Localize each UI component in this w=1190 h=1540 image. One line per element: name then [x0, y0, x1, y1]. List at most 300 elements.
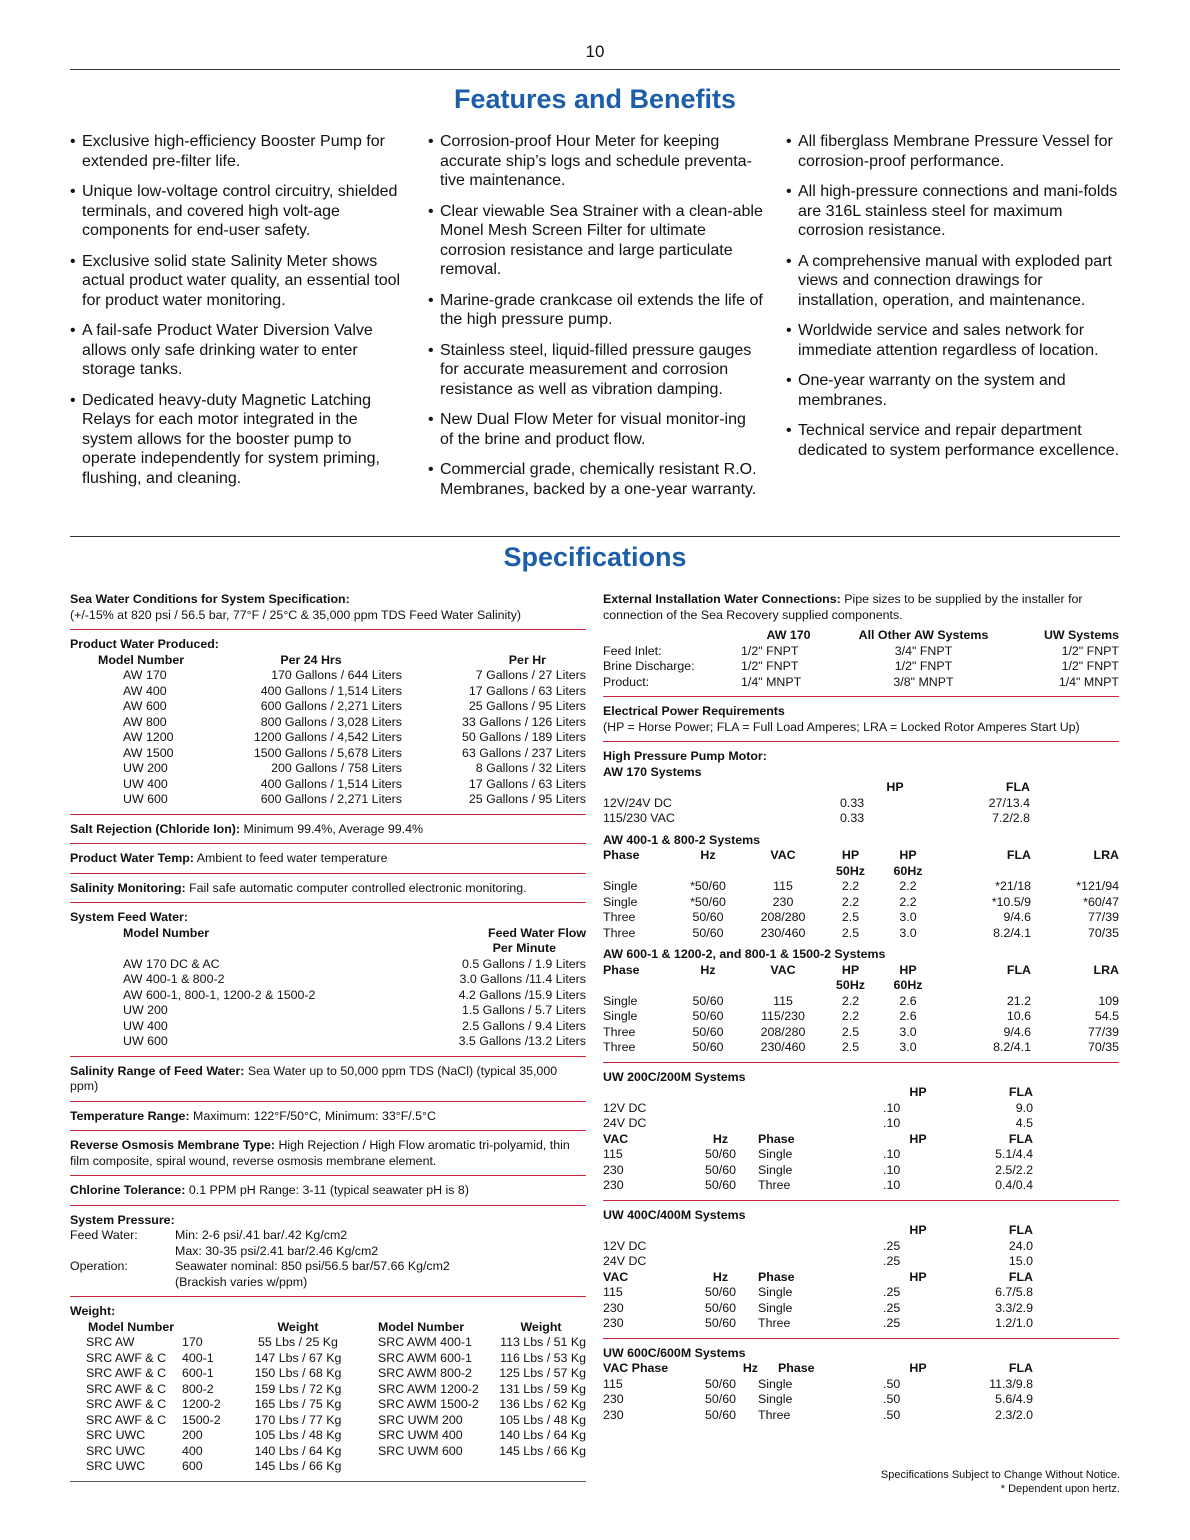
salt-rejection-text: Minimum 99.4%, Average 99.4% — [243, 821, 424, 836]
table-cell — [70, 1275, 175, 1291]
product-temp-label: Product Water Temp: — [70, 851, 194, 865]
table-cell: 125 Lbs / 57 Kg — [499, 1366, 586, 1380]
table-cell: 230 — [603, 1178, 624, 1192]
table-cell: 115/230 VAC — [603, 811, 675, 825]
table-cell: 165 Lbs / 75 Kg — [254, 1397, 342, 1411]
table-cell: 170 Gallons / 644 Liters — [271, 668, 402, 682]
table-row — [603, 926, 1119, 942]
table-cell: 24V DC — [603, 1116, 647, 1130]
table-cell: AW 600 — [123, 699, 167, 713]
table-row — [603, 1239, 1119, 1255]
table-row — [603, 895, 1119, 911]
table-cell: Feed Water: — [70, 1228, 138, 1242]
table-cell: 109 — [1098, 993, 1119, 1008]
col-header: Model Number — [98, 652, 185, 667]
table-cell: 1/2" FNPT — [741, 659, 799, 673]
product-water-label: Product Water Produced: — [70, 637, 219, 651]
product-temp-block — [70, 851, 586, 874]
feature-item: • Commercial grade, chemically resistant R.O. Membranes, backed by a one-year warranty. — [428, 460, 763, 499]
connections-text: Pipe sizes to be supplied by the installer for connection of the Sea Recovery supplied components. — [603, 592, 1083, 622]
feature-item: • New Dual Flow Meter for visual monitor-ing of the brine and product flow. — [428, 410, 763, 449]
col-header: HP — [899, 848, 917, 862]
table-cell: 7 Gallons / 27 Liters — [475, 668, 586, 682]
features-title: Features and Benefits — [453, 84, 737, 114]
table-cell: 1.2/1.0 — [995, 1316, 1033, 1330]
table-cell: 0.33 — [840, 811, 865, 825]
col-header: HP — [899, 962, 917, 977]
table-cell: 8 Gallons / 32 Liters — [475, 761, 586, 775]
col-header — [603, 628, 741, 644]
col-header: Hz — [712, 1269, 729, 1284]
table-row — [70, 746, 586, 762]
weight-label: Weight: — [70, 1304, 116, 1318]
col-header: AW 170 — [766, 628, 811, 642]
table-cell: 105 Lbs / 48 Kg — [499, 1412, 586, 1427]
table-cell: 2.2 — [841, 879, 860, 893]
hp-motor-label: High Pressure Pump Motor: — [603, 749, 767, 763]
membrane-type-label: Reverse Osmosis Membrane Type: — [70, 1138, 275, 1152]
table-cell: 2.5 Gallons / 9.4 Liters — [462, 1018, 586, 1033]
feature-item: • A fail-safe Product Water Diversion Valve allows only safe drinking water to enter storage tanks. — [70, 321, 402, 380]
table-row — [70, 1259, 586, 1275]
product-water-block — [70, 637, 586, 815]
col-header: LRA — [1093, 848, 1119, 862]
table-cell: .50 — [883, 1392, 901, 1406]
feature-item: • Corrosion-proof Hour Meter for keeping accurate ship’s logs and schedule preventa-tive maintenance. — [428, 132, 763, 191]
table-cell: AW 170 DC & AC — [123, 956, 220, 971]
table-cell: 63 Gallons / 237 Liters — [462, 745, 586, 760]
col-header: Per Hr — [508, 652, 546, 667]
table-cell: 116 Lbs / 53 Kg — [500, 1350, 586, 1365]
table-row — [603, 1163, 1119, 1179]
table-cell: 25 Gallons / 95 Liters — [468, 792, 586, 806]
table-row — [603, 1254, 1119, 1270]
table-row — [603, 675, 1119, 691]
table-cell: *50/60 — [690, 879, 726, 893]
table-cell: 50/60 — [704, 1316, 736, 1330]
col-header: All Other AW Systems — [858, 628, 989, 642]
col-header: Weight — [277, 1319, 319, 1334]
table-cell: 10.6 — [1006, 1009, 1031, 1023]
col-header: Phase — [778, 1361, 815, 1375]
table-cell: 1/4" MNPT — [741, 674, 802, 689]
col-subheader: 50Hz — [836, 978, 865, 992]
table-cell: 2.3/2.0 — [995, 1407, 1033, 1422]
table-cell: AW 1200 — [123, 730, 174, 744]
table-cell: SRC AWF & C — [86, 1381, 167, 1396]
table-cell: 15.0 — [1008, 1254, 1033, 1268]
temperature-range-block — [70, 1109, 586, 1132]
uw600-block — [603, 1346, 1119, 1424]
aw400-label: AW 400-1 & 800-2 Systems — [603, 832, 761, 847]
table-row — [603, 879, 1119, 895]
col-header: Model Number — [123, 925, 210, 940]
table-cell: 113 Lbs / 51 Kg — [500, 1335, 586, 1349]
top-rule — [70, 69, 1120, 70]
salinity-monitoring-block — [70, 881, 586, 904]
col-header: HP — [841, 848, 860, 862]
table-row — [70, 761, 586, 777]
table-cell: SRC UWM 600 — [378, 1443, 463, 1458]
salinity-range-block — [70, 1064, 586, 1102]
col-header: HP — [909, 1269, 927, 1284]
table-cell: 50/60 — [704, 1392, 736, 1406]
table-row — [70, 1444, 586, 1460]
table-cell: Three — [603, 1040, 636, 1054]
table-cell: AW 400-1 & 800-2 — [123, 972, 225, 986]
specs-left-column — [70, 592, 586, 1489]
table-cell: 400 — [182, 1443, 203, 1458]
table-cell: .25 — [883, 1238, 901, 1253]
table-row — [70, 715, 586, 731]
table-cell: AW 170 — [123, 668, 167, 682]
uw400-label: UW 400C/400M Systems — [603, 1207, 746, 1222]
table-cell: .25 — [883, 1254, 901, 1268]
col-header: FLA — [1006, 962, 1031, 977]
table-cell: .50 — [883, 1376, 901, 1391]
table-row — [70, 1397, 586, 1413]
col-header: Hz — [700, 848, 716, 862]
table-cell: 115 — [773, 993, 793, 1008]
table-cell: 1200 Gallons / 4,542 Liters — [253, 730, 402, 744]
table-cell: 115 — [773, 879, 793, 893]
table-cell: Single — [603, 894, 638, 909]
feed-water-table — [70, 926, 586, 1050]
connections-table — [603, 628, 1119, 690]
table-row — [603, 1009, 1119, 1025]
table-cell: UW 600 — [123, 792, 168, 806]
table-cell: UW 400 — [123, 1018, 168, 1033]
table-cell: Single — [603, 879, 638, 893]
table-cell: 1/2" FNPT — [1061, 643, 1119, 658]
uw200-block — [603, 1070, 1119, 1201]
table-cell — [70, 1244, 175, 1260]
col-header: Hz — [700, 962, 716, 977]
col-header: HP — [841, 962, 860, 977]
salinity-range-label: Salinity Range of Feed Water: — [70, 1063, 245, 1078]
table-row — [603, 1101, 1119, 1117]
table-row — [603, 644, 1119, 660]
table-cell: Three — [758, 1407, 791, 1422]
table-cell: .25 — [883, 1316, 901, 1330]
table-cell: SRC AWM 400-1 — [378, 1335, 472, 1349]
table-row — [70, 957, 586, 973]
features-column-2 — [428, 132, 763, 510]
table-cell: 6.7/5.8 — [995, 1285, 1033, 1299]
feature-item: • One-year warranty on the system and membranes. — [786, 371, 1126, 410]
table-cell: AW 1500 — [123, 745, 174, 760]
table-cell: *121/94 — [1076, 879, 1119, 893]
col-header: VAC — [770, 962, 796, 977]
table-cell: Three — [758, 1178, 791, 1192]
col-header: Phase — [758, 1131, 795, 1146]
product-temp-text: Ambient to feed water temperature — [196, 851, 388, 865]
footnote-hertz: * Dependent upon hertz. — [1000, 1483, 1120, 1495]
table-cell: 136 Lbs / 62 Kg — [499, 1397, 586, 1411]
col-header: HP — [909, 1361, 927, 1375]
table-cell: 50/60 — [704, 1178, 736, 1192]
feed-water-block — [70, 910, 586, 1057]
aw600-table — [603, 963, 1119, 1056]
table-cell: AW 600-1, 800-1, 1200-2 & 1500-2 — [123, 987, 316, 1002]
table-row — [70, 1459, 586, 1475]
table-row — [603, 1178, 1119, 1194]
membrane-type-block — [70, 1138, 586, 1176]
table-cell: 147 Lbs / 67 Kg — [254, 1350, 342, 1365]
table-cell: SRC AWF & C — [86, 1350, 167, 1365]
table-cell: UW 200 — [123, 761, 168, 775]
col-header: FLA — [1008, 1269, 1033, 1284]
table-cell: 3/4" FNPT — [894, 643, 953, 658]
table-cell: 0.4/0.4 — [995, 1178, 1033, 1192]
table-row — [603, 1301, 1119, 1317]
table-cell: 800 Gallons / 3,028 Liters — [260, 714, 402, 729]
table-cell: 7.2/2.8 — [992, 811, 1030, 825]
col-header: HP — [909, 1223, 927, 1237]
col-header: HP — [886, 780, 904, 794]
table-cell: 200 Gallons / 758 Liters — [271, 761, 402, 775]
table-cell: 150 Lbs / 68 Kg — [254, 1366, 342, 1380]
salinity-range-text: Sea Water up to 50,000 ppm TDS (NaCl) (typical 35,000 ppm) — [70, 1063, 558, 1093]
table-cell: 55 Lbs / 25 Kg — [258, 1335, 338, 1349]
aw400-table — [603, 848, 1119, 941]
table-row — [70, 777, 586, 793]
salt-rejection-block — [70, 822, 586, 845]
table-cell: 77/39 — [1087, 1024, 1119, 1039]
col-header: FLA — [1008, 1361, 1033, 1375]
table-row — [603, 1408, 1119, 1424]
table-cell: 3.0 — [899, 910, 917, 924]
table-cell: 24V DC — [603, 1254, 647, 1268]
table-row — [70, 1228, 586, 1244]
table-cell: 4.5 — [1015, 1116, 1033, 1130]
table-cell: 50/60 — [692, 910, 724, 924]
table-cell: 50/60 — [692, 993, 724, 1008]
col-header: Phase — [603, 848, 640, 862]
table-cell: .25 — [883, 1285, 901, 1299]
table-cell: 70/35 — [1087, 1040, 1119, 1054]
table-cell: 600 — [182, 1459, 203, 1473]
table-row — [70, 1244, 586, 1260]
table-cell: *50/60 — [690, 894, 726, 909]
table-cell: 115 — [603, 1147, 623, 1161]
table-cell: 9.0 — [1015, 1100, 1033, 1115]
feature-item: • A comprehensive manual with exploded part views and connection drawings for installation, operation, and maintenance. — [786, 252, 1126, 311]
specs-right-column — [603, 592, 1119, 1423]
table-cell: 54.5 — [1094, 1009, 1119, 1023]
table-cell: Three — [603, 1024, 636, 1039]
table-cell: 230 — [603, 1300, 624, 1315]
chlorine-block — [70, 1183, 586, 1206]
table-cell: 50/60 — [704, 1376, 736, 1391]
table-row — [603, 1285, 1119, 1301]
uw600-table — [603, 1361, 1119, 1423]
uw400-block — [603, 1208, 1119, 1339]
table-row — [70, 1034, 586, 1050]
chlorine-text: 0.1 PPM pH Range: 3-11 (typical seawater pH is 8) — [188, 1183, 469, 1197]
sea-water-label: Sea Water Conditions for System Specification: — [70, 592, 350, 606]
col-header: FLA — [1008, 1223, 1033, 1237]
salinity-monitoring-text: Fail safe automatic computer controlled electronic monitoring. — [189, 880, 527, 895]
table-cell: 2.5 — [841, 910, 860, 924]
table-cell: Single — [603, 1009, 638, 1023]
table-cell: 140 Lbs / 64 Kg — [499, 1428, 586, 1442]
table-row — [70, 699, 586, 715]
table-row — [70, 1019, 586, 1035]
table-cell: 3.0 — [899, 1040, 917, 1054]
table-cell: SRC AWF & C — [86, 1412, 167, 1427]
col-header: Weight — [520, 1319, 562, 1334]
table-cell: Single — [758, 1376, 793, 1391]
table-cell: Single — [758, 1285, 793, 1299]
aw170-table — [603, 780, 1119, 827]
system-pressure-label: System Pressure: — [70, 1212, 175, 1227]
table-row — [70, 1335, 586, 1351]
table-cell: 11.3/9.8 — [989, 1376, 1033, 1391]
table-cell: 140 Lbs / 64 Kg — [254, 1443, 342, 1458]
table-cell: Min: 2-6 psi/.41 bar/.42 Kg/cm2 — [175, 1228, 348, 1242]
table-cell: Seawater nominal: 850 psi/56.5 bar/57.66 Kg/cm2 — [175, 1259, 450, 1273]
table-cell: 115 — [603, 1376, 623, 1391]
table-row — [603, 910, 1119, 926]
product-water-table — [70, 653, 586, 808]
table-cell: 50/60 — [704, 1147, 736, 1161]
table-cell: 145 Lbs / 66 Kg — [499, 1443, 586, 1458]
table-cell: 600 Gallons / 2,271 Liters — [260, 792, 402, 806]
table-cell: 12V/24V DC — [603, 795, 672, 810]
table-cell: .50 — [883, 1407, 901, 1422]
feature-item: • Technical service and repair department dedicated to system performance excellence. — [786, 421, 1126, 460]
col-header: FLA — [1008, 1085, 1033, 1099]
col-header: VAC — [770, 848, 796, 862]
table-cell: 230/460 — [760, 925, 806, 940]
table-cell: 70/35 — [1087, 925, 1119, 940]
table-cell: 230 — [772, 894, 794, 909]
table-row — [70, 792, 586, 808]
table-cell: 2.2 — [841, 1009, 860, 1023]
table-cell: 2.6 — [899, 1009, 917, 1023]
table-row — [70, 1366, 586, 1382]
uw400-table — [603, 1223, 1119, 1332]
table-cell: 24.0 — [1008, 1238, 1033, 1253]
temperature-range-label: Temperature Range: — [70, 1108, 190, 1123]
table-cell: 50/60 — [704, 1300, 736, 1315]
table-row — [70, 730, 586, 746]
table-cell: 12V DC — [603, 1100, 647, 1115]
table-cell: 230 — [603, 1407, 624, 1422]
table-cell: SRC UWM 400 — [378, 1428, 463, 1442]
table-cell: 50/60 — [692, 925, 724, 940]
table-cell: 9/4.6 — [1003, 1024, 1031, 1039]
table-row — [70, 1275, 586, 1291]
table-cell: 1200-2 — [182, 1397, 221, 1411]
table-cell: 230 — [603, 1162, 624, 1177]
table-cell: UW 600 — [123, 1034, 168, 1048]
table-cell: 50 Gallons / 189 Liters — [462, 730, 586, 744]
table-cell: 17 Gallons / 63 Liters — [468, 683, 586, 698]
table-cell: Three — [603, 910, 636, 924]
col-header: Feed Water Flow — [488, 925, 586, 940]
aw600-label: AW 600-1 & 1200-2, and 800-1 & 1500-2 Systems — [603, 947, 886, 961]
table-cell: 200 — [182, 1428, 203, 1442]
table-cell: SRC AWM 1200-2 — [378, 1381, 479, 1396]
col-header: Model Number — [378, 1319, 465, 1334]
feature-item: • Clear viewable Sea Strainer with a clean-able Monel Mesh Screen Filter for ultimate corrosion resistance and large particulate removal. — [428, 202, 763, 280]
table-row — [603, 994, 1119, 1010]
uw600-label: UW 600C/600M Systems — [603, 1345, 746, 1360]
feature-item: • All high-pressure connections and mani-folds are 316L stainless steel for maximum corrosion resistance. — [786, 182, 1126, 241]
col-header: Per 24 Hrs — [280, 652, 342, 667]
col-subheader: 60Hz — [893, 978, 923, 992]
table-cell: 170 Lbs / 77 Kg — [254, 1412, 342, 1427]
table-cell: Single — [758, 1392, 793, 1406]
table-row — [603, 1040, 1119, 1056]
table-cell: 3.3/2.9 — [995, 1300, 1033, 1315]
table-cell: 77/39 — [1087, 910, 1119, 924]
membrane-type-text: High Rejection / High Flow aromatic tri-polyamid, thin film composite, spiral wound, reverse osmosis membrane element. — [70, 1138, 570, 1168]
table-cell: 5.1/4.4 — [995, 1147, 1033, 1161]
col-header: FLA — [1008, 1131, 1033, 1146]
table-cell: *21/18 — [995, 879, 1031, 893]
col-header: HP — [909, 1131, 927, 1146]
table-cell: Max: 30-35 psi/2.41 bar/2.46 Kg/cm2 — [175, 1243, 379, 1258]
table-cell: SRC AWM 600-1 — [378, 1350, 472, 1365]
table-cell: 5.6/4.9 — [995, 1392, 1033, 1406]
table-cell: 50/60 — [692, 1024, 724, 1039]
table-row — [70, 1428, 586, 1444]
table-cell: Three — [603, 925, 636, 940]
sea-water-block — [70, 592, 586, 630]
table-cell: .10 — [883, 1147, 901, 1161]
uw200-table — [603, 1085, 1119, 1194]
col-subheader: 50Hz — [836, 863, 865, 878]
table-cell: 1500 Gallons / 5,678 Liters — [253, 745, 402, 760]
table-cell: .25 — [883, 1300, 901, 1315]
table-cell: SRC AW — [86, 1335, 135, 1349]
table-row — [70, 1003, 586, 1019]
table-cell — [362, 1459, 496, 1475]
table-cell: SRC AWF & C — [86, 1366, 167, 1380]
feature-item: • All fiberglass Membrane Pressure Vessel for corrosion-proof performance. — [786, 132, 1126, 171]
table-cell: .10 — [883, 1100, 901, 1115]
table-cell: AW 400 — [123, 683, 167, 698]
table-cell: 3/8" MNPT — [893, 674, 954, 689]
table-row — [70, 1382, 586, 1398]
table-cell: (Brackish varies w/ppm) — [175, 1274, 308, 1289]
table-cell: 21.2 — [1006, 993, 1031, 1008]
table-cell: 131 Lbs / 59 Kg — [499, 1381, 586, 1396]
table-cell: 145 Lbs / 66 Kg — [254, 1459, 342, 1473]
table-cell: 3.5 Gallons /13.2 Liters — [458, 1034, 586, 1048]
table-cell: 115/230 — [761, 1009, 805, 1023]
table-cell: 17 Gallons / 63 Liters — [468, 776, 586, 791]
weight-table — [70, 1320, 586, 1475]
table-row — [603, 1025, 1119, 1041]
table-cell: Single — [758, 1162, 793, 1177]
table-cell: SRC AWF & C — [86, 1397, 167, 1411]
col-header: HP — [909, 1085, 927, 1099]
table-cell: Three — [758, 1316, 791, 1330]
col-header: Phase — [603, 962, 640, 977]
table-cell: Brine Discharge: — [603, 659, 695, 673]
table-cell: 3.0 Gallons /11.4 Liters — [459, 972, 586, 986]
table-row — [603, 1116, 1119, 1132]
table-row — [70, 1351, 586, 1367]
col-header: Per Minute — [492, 941, 556, 955]
table-cell: 400 Gallons / 1,514 Liters — [260, 683, 402, 698]
table-cell: 800-2 — [182, 1381, 214, 1396]
table-cell: .10 — [883, 1162, 901, 1177]
